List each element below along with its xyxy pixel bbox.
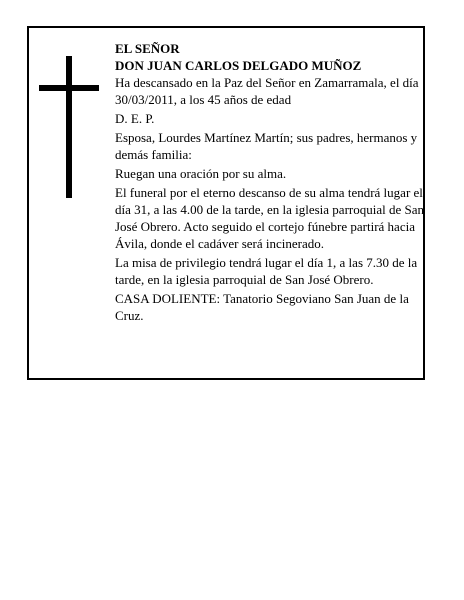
notice-title-honorific: EL SEÑOR [115,41,180,56]
prayer-request: Ruegan una oración por su alma. [115,166,287,181]
family-line: Esposa, Lourdes Martínez Martín; sus padres, hermanos y demás familia: [115,130,418,162]
rip-line: D. E. P. [115,111,155,126]
death-announcement: Ha descansado en la Paz del Señor en Zamarramala, el día 30/03/2011, a los 45 años de edad [115,75,419,107]
notice-text [115,40,425,324]
cross-vertical-bar [66,56,72,198]
funeral-details: El funeral por el eterno descanso de su alma tendrá lugar el día 31, a las 4.00 de la tarde, en la iglesia parroquial de San José Obrero. Acto seguido el cortejo fúnebre partirá hacia Ávila, donde el cadáver será incinerado. [115,185,425,251]
cross-icon [39,56,99,198]
obituary-notice [27,26,425,380]
funeral-home: CASA DOLIENTE: Tanatorio Segoviano San Juan de la Cruz. [115,291,409,323]
cross-horizontal-bar [39,85,99,91]
mass-details: La misa de privilegio tendrá lugar el día 1, a las 7.30 de la tarde, en la iglesia parroquial de San José Obrero. [115,255,418,287]
deceased-name: DON JUAN CARLOS DELGADO MUÑOZ [115,58,362,73]
